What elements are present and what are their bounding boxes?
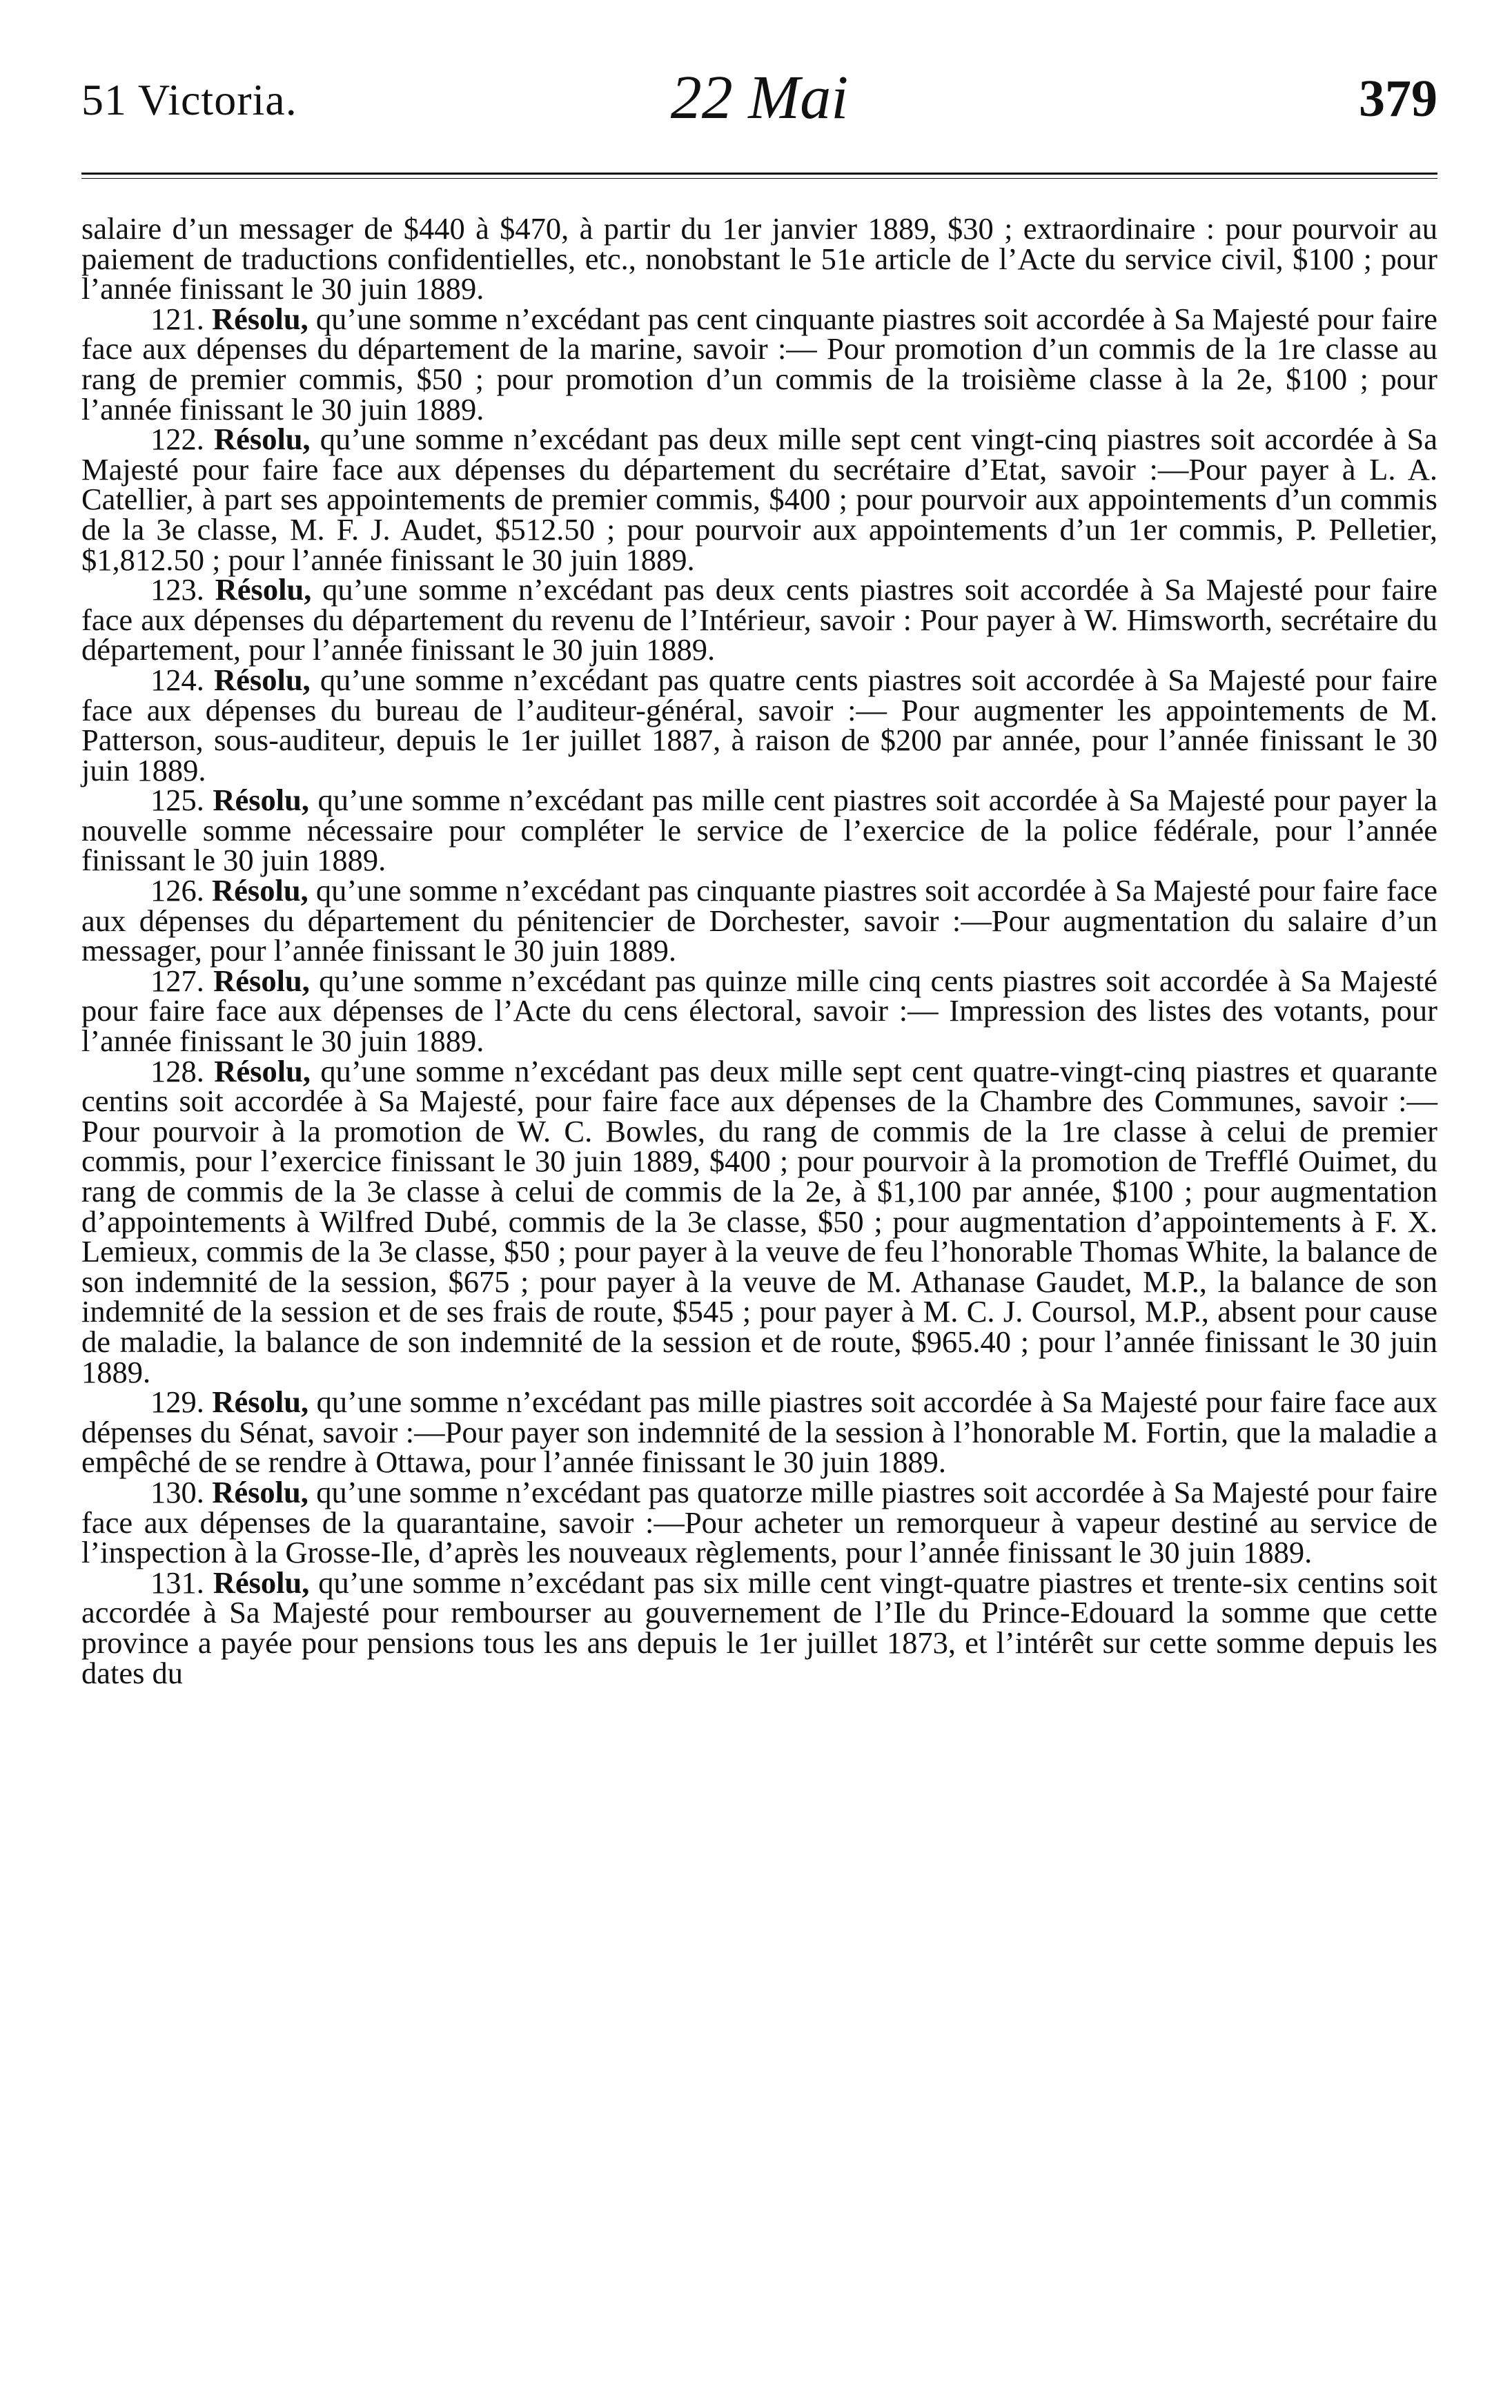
paragraph-lead: Résolu, [212,301,308,336]
paragraph-text: qu’une somme n’excédant pas quatre cents piastres soit accordée à Sa Majesté pour faire face aux dépenses du bureau de l’auditeur-général, savoir :— Pour augmenter les appointements de M. Patterson, sous-auditeur, depuis le 1er juillet 1887, à raison de $200 par année, pour l’année finissant le 30 juin 1889. [81,662,1438,787]
document-body [81,211,1438,1690]
paragraph-number: 129. [150,1384,204,1420]
paragraph-text: qu’une somme n’excédant pas mille cent piastres soit accordée à Sa Majesté pour payer la nouvelle somme nécessaire pour compléter le service de l’exercice de la police fédérale, pour l’année finissant le 30 juin 1889. [81,783,1438,878]
header-rule [81,173,1437,179]
paragraph-text: qu’une somme n’excédant pas six mille cent vingt-quatre piastres et trente-six centins soit accordée à Sa Majesté pour rembourser au gouvernement de l’Ile du Prince-Edouard la somme que cette province a payée pour pensions tous les ans depuis le 1er juillet 1873, et l’intérêt sur cette somme depuis les dates du [81,1565,1437,1690]
paragraph-125 [81,785,1437,876]
paragraph-number: 131. [150,1565,204,1600]
paragraph-129 [81,1384,1438,1480]
paragraph-130 [81,1474,1437,1570]
page-number: 379 [1359,70,1437,128]
paragraph-number: 125. [150,783,204,818]
paragraph-123 [81,572,1438,667]
paragraph-number: 124. [150,662,204,697]
paragraph-text: qu’une somme n’excédant pas quinze mille cinq cents piastres soit accordée à Sa Majesté pour faire face aux dépenses de l’Acte du cens électoral, savoir :— Impression des listes des votants, pour l’année finissant le 30 juin 1889. [81,963,1438,1059]
paragraph-text: qu’une somme n’excédant pas mille piastres soit accordée à Sa Majesté pour faire face aux dépenses du Sénat, savoir :—Pour payer son indemnité de la session à l’honorable M. Fortin, que la maladie a empêché de se rendre à Ottawa, pour l’année finissant le 30 juin 1889. [81,1384,1438,1480]
paragraph-lead: Résolu, [215,572,312,607]
paragraph-lead: Résolu, [212,873,308,908]
paragraph-lead: Résolu, [212,1474,308,1509]
paragraph-127 [81,963,1438,1059]
paragraph-126 [81,873,1438,968]
paragraph-text: qu’une somme n’excédant pas deux cents piastres soit accordée à Sa Majesté pour faire face aux dépenses du département du revenu de l’Intérieur, savoir : Pour payer à W. Himsworth, secrétaire du département, pour l’année finissant le 30 juin 1889. [81,572,1438,667]
paragraph-continuation [81,211,1437,306]
paragraph-lead: Résolu, [213,783,310,818]
paragraph-text: salaire d’un messager de $440 à $470, à partir du 1er janvier 1889, $30 ; extraordinaire : pour pourvoir au paiement de traductions confidentielles, etc., nonobstant le 51e article de l’Acte du service civil, $100 ; pour l’année finissant le 30 juin 1889. [81,211,1437,306]
paragraph-number: 127. [150,963,204,998]
paragraph-124 [81,662,1438,787]
paragraph-number: 130. [150,1474,204,1509]
page [81,62,1438,1690]
paragraph-131 [81,1565,1437,1690]
paragraph-lead: Résolu, [213,422,311,457]
paragraph-lead: Résolu, [214,1053,311,1088]
header-date: 22 Mai [670,63,849,132]
paragraph-122 [81,424,1437,575]
paragraph-text: qu’une somme n’excédant pas quatorze mille piastres soit accordée à Sa Majesté pour faire face aux dépenses de la quarantaine, savoir :—Pour acheter un remorqueur à vapeur destiné au service de l’inspection à la Grosse-Ile, d’après les nouveaux règlements, pour l’année finissant le 30 juin 1889. [81,1474,1437,1570]
paragraph-128 [81,1053,1438,1389]
paragraph-number: 126. [150,873,204,908]
paragraph-text: qu’une somme n’excédant pas deux mille sept cent quatre-vingt-cinq piastres et quarante centins soit accordée à Sa Majesté, pour faire face aux dépenses de la Chambre des Communes, savoir :—Pour pourvoir à la promotion de W. C. Bowles, du rang de commis de la 1re classe à celui de premier commis, pour l’exercice finissant le 30 juin 1889, $400 ; pour pourvoir à la promotion de Trefflé Ouimet, du rang de commis de la 3e classe à celui de commis de la 2e, à $1,100 par année, $100 ; pour augmentation d’appointements à Wilfred Dubé, commis de la 3e classe, $50 ; pour augmentation d’appointements à F. X. Lemieux, commis de la 3e classe, $50 ; pour payer à la veuve de feu l’honorable Thomas White, la balance de son indemnité de la session, $675 ; pour payer à la veuve de M. Athanase Gaudet, M.P., la balance de son indemnité de la session et de ses frais de route, $545 ; pour payer à M. C. J. Coursol, M.P., absent pour cause de maladie, la balance de son indemnité de la session et de route, $965.40 ; pour l’année finissant le 30 juin 1889. [81,1053,1438,1389]
paragraph-121 [81,301,1438,427]
paragraph-text: qu’une somme n’excédant pas cinquante piastres soit accordée à Sa Majesté pour faire face aux dépenses du département du pénitencier de Dorchester, savoir :—Pour augmentation du salaire d’un messager, pour l’année finissant le 30 juin 1889. [81,873,1438,968]
paragraph-number: 128. [150,1053,204,1088]
paragraph-text: qu’une somme n’excédant pas cent cinquante piastres soit accordée à Sa Majesté pour faire face aux dépenses du département de la marine, savoir :— Pour promotion d’un commis de la 1re classe au rang de premier commis, $50 ; pour promotion d’un commis de la troisième classe à la 2e, $100 ; pour l’année finissant le 30 juin 1889. [81,301,1438,427]
running-header [81,62,1437,159]
paragraph-text: qu’une somme n’excédant pas deux mille sept cent vingt-cinq piastres soit accordée à Sa Majesté pour faire face aux dépenses du département du secrétaire d’Etat, savoir :—Pour payer à L. A. Catellier, à part ses appointements de premier commis, $400 ; pour pourvoir aux appointements d’un commis de la 3e classe, M. F. J. Audet, $512.50 ; pour pourvoir aux appointements d’un 1er commis, P. Pelletier, $1,812.50 ; pour l’année finissant le 30 juin 1889. [81,422,1438,577]
header-session: 51 Victoria. [81,75,297,124]
paragraph-lead: Résolu, [214,662,311,697]
paragraph-lead: Résolu, [213,1565,310,1600]
paragraph-number: 123. [150,572,204,607]
paragraph-number: 122. [150,422,204,457]
paragraph-lead: Résolu, [212,1384,309,1420]
paragraph-lead: Résolu, [213,963,310,998]
paragraph-number: 121. [150,301,204,336]
